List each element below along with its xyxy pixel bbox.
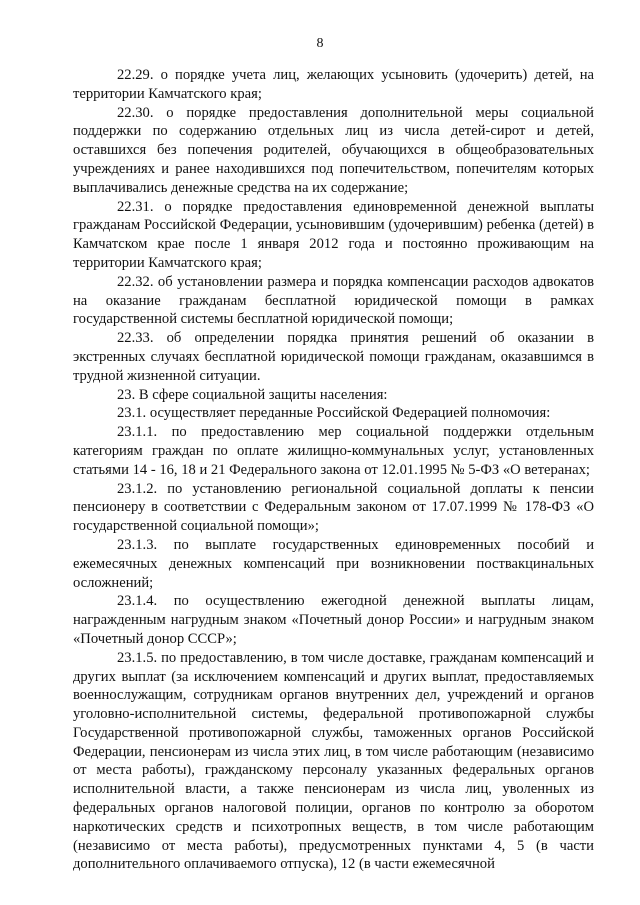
paragraph-22-30: 22.30. о порядке предоставления дополнительной меры социальной поддержки по содержанию отдельных лиц из числа детей-сирот и детей, оставшихся без попечения родителей, обучающихся в общеобразовательных учреждениях и ранее находившихся под попечительством, попечителям которых выплачивались денежные средства на их содержание; [73,104,594,196]
paragraph-23-1-3: 23.1.3. по выплате государственных единовременных пособий и ежемесячных денежных компенсаций при возникновении поствакцинальных осложнений; [73,536,594,591]
paragraph-23-1: 23.1. осуществляет переданные Российской Федерацией полномочия: [117,405,551,422]
paragraph-22-29: 22.29. о порядке учета лиц, желающих усыновить (удочерить) детей, на территории Камчатского края; [73,67,594,102]
paragraph-23-1-1: 23.1.1. по предоставлению мер социальной поддержки отдельным категориям граждан по оплате жилищно-коммунальных услуг, установленных статьями 14 - 16, 18 и 21 Федерального закона от 12.01.1995 № 5-ФЗ «О ветеранах; [73,424,594,478]
document-body [73,66,594,874]
paragraph-23-1-5: 23.1.5. по предоставлению, в том числе доставке, гражданам компенсаций и других выплат (за исключением компенсаций и других выплат, предоставляемых военнослужащим, сотрудникам органов внутренних дел, учреждений и органов уголовно-исполнительной системы, федеральной противопожарной службы Государственной противопожарной службы, таможенных органов Российской Федерации, пенсионерам из числа этих лиц, в том числе работающим (независимо от места работы), гражданскому персоналу указанных федеральных органов исполнительной власти, а также пенсионерам из числа лиц, уволенных из федеральных органов налоговой полиции, органов по контролю за оборотом наркотических средств и психотропных веществ, в том числе работающим (независимо от места работы), предусмотренных пунктами 4, 5 (в части дополнительного оплачиваемого отпуска), 12 (в части ежемесячной [73,649,594,873]
paragraph-23: 23. В сфере социальной защиты населения: [117,386,388,403]
paragraph-22-31: 22.31. о порядке предоставления единовременной денежной выплаты гражданам Российской Федерации, усыновившим (удочерившим) ребенка (детей) в Камчатском крае после 1 января 2012 года и постоянно проживающим на территории Камчатского края; [73,198,594,271]
page-number: 8 [316,36,324,51]
paragraph-23-1-4: 23.1.4. по осуществлению ежегодной денежной выплаты лицам, награжденным нагрудным знаком «Почетный донор России» и нагрудным знаком «Почетный донор СССР»; [73,593,594,647]
paragraph-22-33: 22.33. об определении порядка принятия решений об оказании в экстренных случаях бесплатной юридической помощи гражданам, оказавшимся в трудной жизненной ситуации. [73,330,594,384]
paragraph-23-1-2: 23.1.2. по установлению региональной социальной доплаты к пенсии пенсионеру в соответствии с Федеральным законом от 17.07.1999 № 178-ФЗ «О государственной социальной помощи»; [73,480,594,535]
paragraph-22-32: 22.32. об установлении размера и порядка компенсации расходов адвокатов на оказание гражданам бесплатной юридической помощи в рамках государственной системы бесплатной юридической помощи; [73,273,594,328]
